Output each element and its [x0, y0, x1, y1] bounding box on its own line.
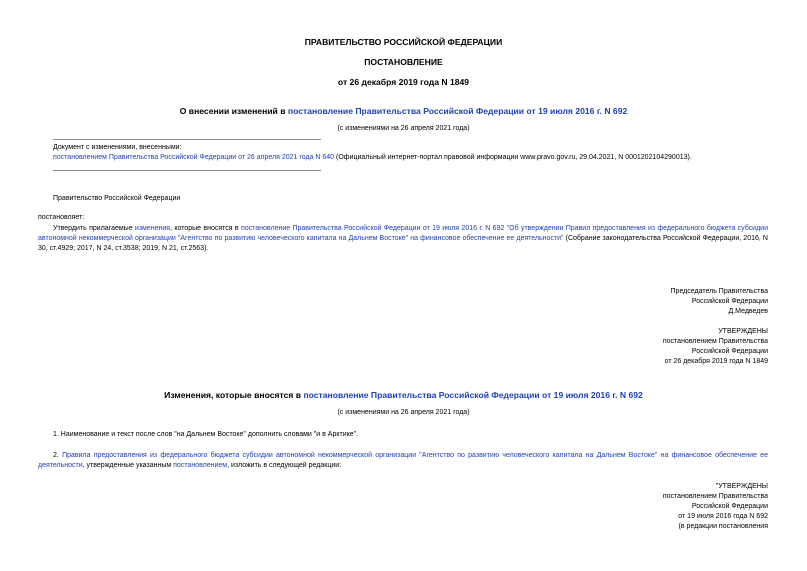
signature-block: [468, 287, 768, 317]
title-edition: (с изменениями на 26 апреля 2021 года): [337, 125, 470, 132]
changes-box-link[interactable]: постановлением Правительства Российской Федерации от 26 апреля 2021 года N 640: [53, 154, 335, 161]
decree-paragraph: [38, 224, 768, 254]
p1-link-changes[interactable]: изменения: [134, 225, 171, 232]
quote-line-1: "УТВЕРЖДЕНЫ: [715, 483, 768, 490]
item2-number: 2.: [53, 452, 63, 459]
p1-text-c: (Собрание законодательства Российской Федерации, 2016, N 30, ст.4929; 2017, N 24, ст.3538; 2019, N 21, ст.2563).: [38, 235, 768, 252]
changes-box-entry: [53, 153, 773, 163]
title-link[interactable]: постановление Правительства Российской Федерации от 19 июля 2016 г. N 692: [287, 106, 628, 116]
signature-line-2: Российской Федерации: [691, 298, 768, 305]
approved-line-4: от 26 декабря 2019 года N 1849: [664, 358, 768, 365]
changes-box-bottom-rule: [53, 170, 321, 171]
p1-text-a: Утвердить прилагаемые: [53, 225, 135, 232]
quoted-approved-block: [468, 482, 768, 532]
approved-line-1: УТВЕРЖДЕНЫ: [718, 328, 768, 335]
changes-box-top-rule: [53, 139, 321, 140]
changes-box-tail: (Официальный интернет-портал правовой информации www.pravo.gov.ru, 29.04.2021, N 0001202104290013).: [334, 154, 692, 161]
approved-line-3: Российской Федерации: [691, 348, 768, 355]
quote-line-3: Российской Федерации: [691, 503, 768, 510]
approved-block: [468, 327, 768, 367]
doc-date-number: от 26 декабря 2019 года N 1849: [337, 77, 470, 87]
approved-line-2: постановлением Правительства: [662, 338, 768, 345]
changes-box: [53, 143, 773, 163]
item2-link-rules[interactable]: Правила предоставления из федерального бюджета субсидии автономной некоммерческой организации "Агентство по развитию человеческого капитала на Дальнем Востоке" на финансовое обеспечение ее деятельности: [38, 452, 768, 469]
document-title: [0, 106, 807, 116]
change-item-1: 1. Наименование и текст после слов "на Дальнем Востоке" дополнить словами "и в Арктике".: [53, 431, 359, 438]
changes-title-prefix: Изменения, которые вносятся в: [164, 390, 304, 400]
decrees-label: постановляет:: [38, 214, 85, 221]
doc-type-heading: ПОСТАНОВЛЕНИЕ: [364, 57, 443, 67]
government-label: Правительство Российской Федерации: [53, 195, 181, 202]
item2-link-decree[interactable]: постановлением: [173, 462, 228, 469]
signature-line-3: Д.Медведев: [728, 308, 768, 315]
p1-text-b: , которые вносятся в: [170, 225, 241, 232]
title-prefix: О внесении изменений в: [179, 106, 288, 116]
changes-section-edition: (с изменениями на 26 апреля 2021 года): [337, 409, 470, 416]
org-heading: ПРАВИТЕЛЬСТВО РОССИЙСКОЙ ФЕДЕРАЦИИ: [304, 37, 503, 47]
changes-box-heading: Документ с изменениями, внесенными:: [53, 144, 182, 151]
change-item-2: [38, 451, 768, 471]
quote-line-4: от 19 июля 2016 года N 692: [678, 513, 768, 520]
changes-title-link[interactable]: постановление Правительства Российской Федерации от 19 июля 2016 г. N 692: [303, 390, 643, 400]
signature-line-1: Председатель Правительства: [670, 288, 768, 295]
item2-text-c: , изложить в следующей редакции:: [227, 462, 342, 469]
item2-text-b: , утвержденные указанным: [82, 462, 174, 469]
changes-section-title: [0, 390, 807, 400]
quote-line-2: постановлением Правительства: [662, 493, 768, 500]
p1-link-decree-692[interactable]: постановление Правительства Российской Федерации от 19 июля 2016 г. N 692 "Об утверждении Правил предоставления из федерального бюджета субсидии автономной некоммерческой организации "Агентство по развитию человеческого капитала на Дальнем Востоке" на финансовое обеспечение ее деятельности": [38, 225, 768, 242]
quote-line-5: (в редакции постановления: [678, 523, 768, 530]
